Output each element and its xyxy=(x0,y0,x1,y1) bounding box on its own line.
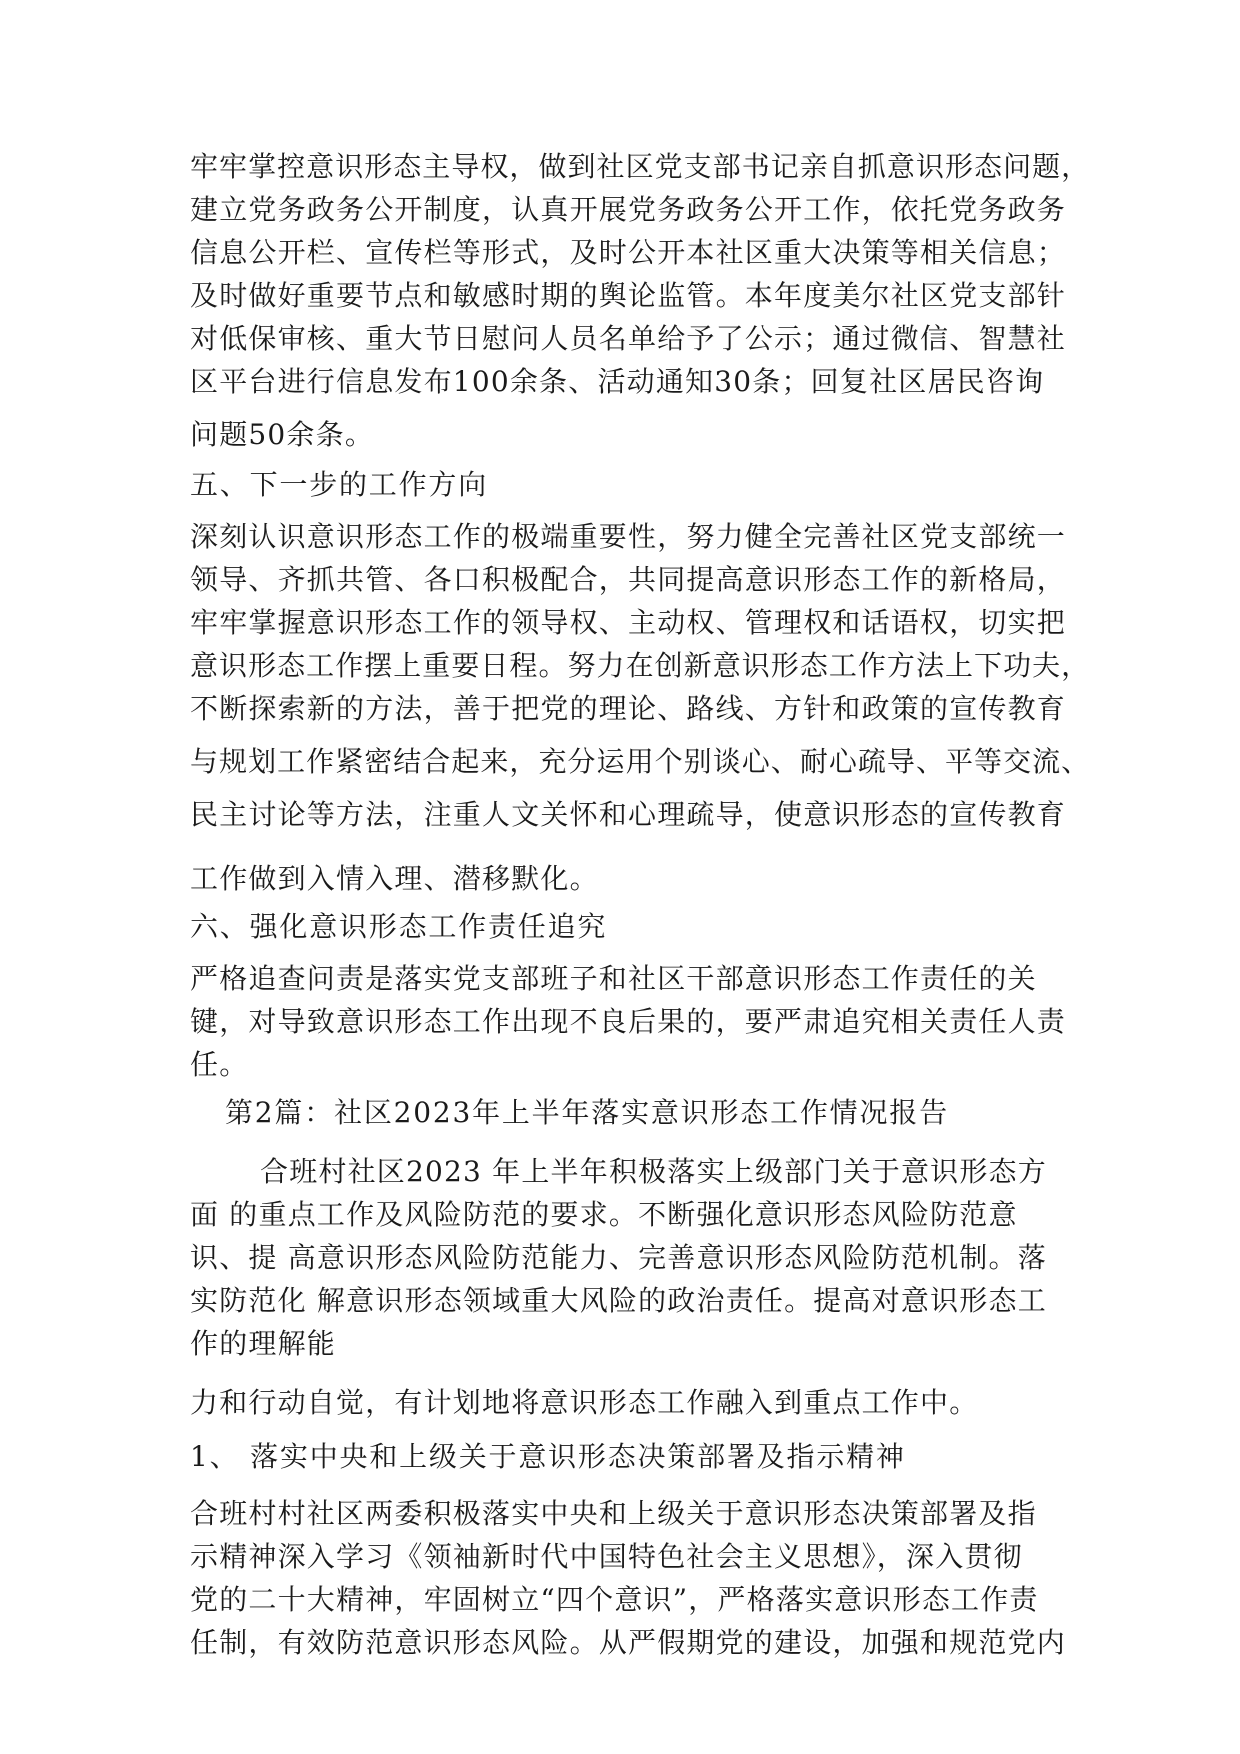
paragraph-line: 识、提 高意识形态风险防范能力、完善意识形态风险防范机制。落 xyxy=(190,1241,1047,1274)
paragraph-line: 示精神深入学习《领袖新时代中国特色社会主义思想》，深入贯彻 xyxy=(190,1540,1023,1573)
paragraph-line: 牢牢掌握意识形态工作的领导权、主动权、管理权和话语权，切实把 xyxy=(190,606,1067,639)
paragraph-line: 民主讨论等方法，注重人文关怀和心理疏导，使意识形态的宣传教育 xyxy=(190,798,1067,831)
paragraph-line: 区平台进行信息发布100余条、活动通知30条；回复社区居民咨询 xyxy=(190,365,1045,398)
paragraph-line: 合班村村社区两委积极落实中央和上级关于意识形态决策部署及指 xyxy=(190,1497,1037,1530)
paragraph-line: 力和行动自觉，有计划地将意识形态工作融入到重点工作中。 xyxy=(190,1386,979,1419)
paragraph-line: 与规划工作紧密结合起来，充分运用个别谈心、耐心疏导、平等交流、 xyxy=(190,745,1091,778)
paragraph-line: 不断探索新的方法，善于把党的理论、路线、方针和政策的宣传教育 xyxy=(190,692,1067,725)
paragraph-line: 建立党务政务公开制度，认真开展党务政务公开工作，依托党务政务 xyxy=(190,193,1067,226)
article-title: 第2篇：社区2023年上半年落实意识形态工作情况报告 xyxy=(225,1096,949,1129)
paragraph-line: 深刻认识意识形态工作的极端重要性，努力健全完善社区党支部统一 xyxy=(190,520,1067,553)
paragraph-line: 意识形态工作摆上重要日程。努力在创新意识形态工作方法上下功夫， xyxy=(190,649,1091,682)
paragraph-line: 对低保审核、重大节日慰问人员名单给予了公示；通过微信、智慧社 xyxy=(190,322,1067,355)
paragraph-line: 信息公开栏、宣传栏等形式，及时公开本社区重大决策等相关信息； xyxy=(190,236,1067,269)
section-heading: 五、下一步的工作方向 xyxy=(190,468,489,501)
paragraph-line: 工作做到入情入理、潜移默化。 xyxy=(190,862,599,895)
paragraph-line: 及时做好重要节点和敏感时期的舆论监管。本年度美尔社区党支部针 xyxy=(190,279,1067,312)
paragraph-line: 合班村社区2023 年上半年积极落实上级部门关于意识形态方 xyxy=(260,1155,1047,1188)
paragraph-line: 任。 xyxy=(190,1048,249,1081)
paragraph-line: 键，对导致意识形态工作出现不良后果的，要严肃追究相关责任人责 xyxy=(190,1005,1067,1038)
section-heading: 1、 落实中央和上级关于意识形态决策部署及指示精神 xyxy=(190,1440,906,1473)
paragraph-line: 任制，有效防范意识形态风险。从严假期党的建设，加强和规范党内 xyxy=(190,1626,1067,1659)
section-heading: 六、强化意识形态工作责任追究 xyxy=(190,910,608,943)
paragraph-line: 严格追查问责是落实党支部班子和社区干部意识形态工作责任的关 xyxy=(190,962,1037,995)
paragraph-line: 面 的重点工作及风险防范的要求。不断强化意识形态风险防范意 xyxy=(190,1198,1018,1231)
paragraph-line: 党的二十大精神，牢固树立“四个意识”，严格落实意识形态工作责 xyxy=(190,1583,1039,1616)
paragraph-line: 问题50余条。 xyxy=(190,418,375,451)
paragraph-line: 作的理解能 xyxy=(190,1327,337,1360)
paragraph-line: 实防范化 解意识形态领域重大风险的政治责任。提高对意识形态工 xyxy=(190,1284,1047,1317)
paragraph-line: 牢牢掌控意识形态主导权，做到社区党支部书记亲自抓意识形态问题， xyxy=(190,150,1091,183)
paragraph-line: 领导、齐抓共管、各口积极配合，共同提高意识形态工作的新格局， xyxy=(190,563,1067,596)
